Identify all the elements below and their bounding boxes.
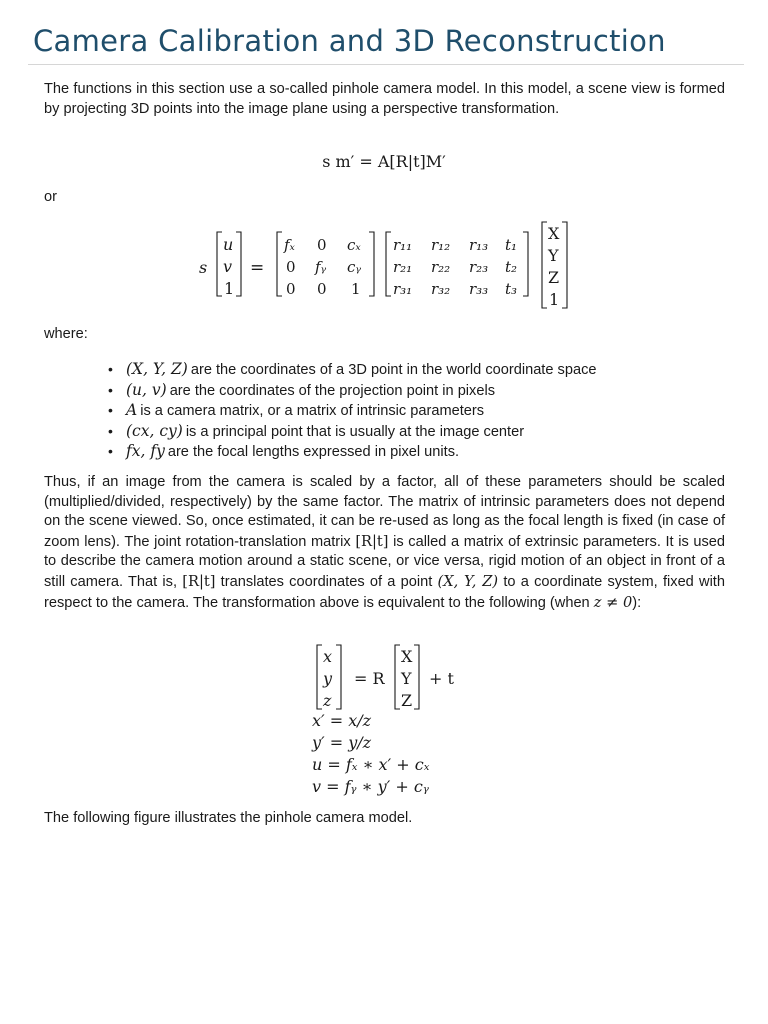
bullet-symbol: A xyxy=(126,401,138,420)
where-label: where: xyxy=(44,326,88,342)
intrinsic-2-0: 0 xyxy=(286,280,296,298)
page-title: Camera Calibration and 3D Reconstruction xyxy=(33,24,666,58)
intrinsic-0-0: fₓ xyxy=(284,236,295,254)
bullet-icon: • xyxy=(108,422,113,439)
parameter-list xyxy=(106,360,596,463)
extrinsic-2-1: r₃₂ xyxy=(431,280,451,298)
extrinsic-0-1: r₁₂ xyxy=(431,236,451,254)
list-item xyxy=(106,442,596,463)
intrinsic-2-1: 0 xyxy=(317,280,327,298)
point-symbol: (X, Y, Z) xyxy=(437,572,499,590)
equals-sign: = xyxy=(250,258,265,278)
extrinsic-1-0: r₂₁ xyxy=(393,258,413,276)
or-label: or xyxy=(44,189,57,205)
extrinsic-2-2: r₃₃ xyxy=(469,280,489,298)
figure-intro: The following figure illustrates the pinhole camera model. xyxy=(44,810,413,826)
lhs-y: y xyxy=(323,669,333,688)
intrinsic-0-2: cₓ xyxy=(347,236,361,254)
extrinsic-1-3: t₂ xyxy=(505,258,518,276)
equation-line: y′ = y/z xyxy=(312,733,372,752)
point-vector-1: 1 xyxy=(549,290,560,309)
paragraph-text: translates coordinates of a point xyxy=(220,573,433,590)
rhs-z: Z xyxy=(401,691,413,710)
list-item xyxy=(106,422,596,443)
lhs-vector-1: 1 xyxy=(224,279,235,298)
bullet-text: are the focal lengths expressed in pixel units. xyxy=(167,444,460,461)
scaling-paragraph xyxy=(44,473,725,613)
projection-equation xyxy=(0,220,768,312)
extrinsic-0-2: r₁₃ xyxy=(469,236,489,254)
intrinsic-1-0: 0 xyxy=(286,258,296,276)
plus-t: + t xyxy=(429,669,454,688)
rhs-y: Y xyxy=(401,669,412,688)
extrinsic-2-0: r₃₁ xyxy=(393,280,413,298)
paragraph-text: is called a matrix of extrinsic parameters. It is used to describe the camera motion around a static scene, or vice versa, rigid motion of an object in front of a still camera. That is, xyxy=(44,533,726,590)
paragraph-text: to a coordinate system, fixed with respect to the camera. The transformation above is equivalent to the following (when xyxy=(44,573,725,611)
bullet-symbol: fx, fy xyxy=(126,442,165,461)
point-vector-z: Z xyxy=(548,268,560,287)
equals-r: = R xyxy=(354,669,385,688)
lhs-z: z xyxy=(323,691,332,710)
condition-symbol: z ≠ 0 xyxy=(593,593,633,611)
intrinsic-0-1: 0 xyxy=(317,236,327,254)
scale-factor: s xyxy=(199,258,208,277)
bullet-symbol: (cx, cy) xyxy=(126,421,183,440)
equation-line: u = fₓ ∗ x′ + cₓ xyxy=(312,755,430,774)
extrinsic-0-3: t₁ xyxy=(505,236,518,254)
transformation-equations xyxy=(0,640,768,800)
equation-line: v = fᵧ ∗ y′ + cᵧ xyxy=(312,777,429,796)
extrinsic-0-0: r₁₁ xyxy=(393,236,413,254)
bullet-symbol: (u, v) xyxy=(126,380,167,399)
bullet-text: are the coordinates of the projection point in pixels xyxy=(169,382,496,399)
bullet-icon: • xyxy=(108,402,113,419)
equation-line: x′ = x/z xyxy=(312,711,372,730)
rhs-x: X xyxy=(401,647,413,666)
bullet-icon: • xyxy=(108,381,113,398)
paragraph-text: ): xyxy=(632,594,642,611)
extrinsic-1-2: r₂₃ xyxy=(469,258,489,276)
title-divider xyxy=(28,64,744,65)
rt-matrix-symbol: [R|t] xyxy=(182,572,216,590)
lhs-vector-v: v xyxy=(223,257,233,276)
extrinsic-2-3: t₃ xyxy=(505,280,518,298)
bullet-icon: • xyxy=(108,361,113,377)
rt-matrix-symbol: [R|t] xyxy=(355,532,389,550)
point-vector-x: X xyxy=(548,224,560,243)
list-item xyxy=(106,401,596,422)
bullet-symbol: (X, Y, Z) xyxy=(126,360,188,378)
lhs-x: x xyxy=(323,647,333,666)
bullet-text: is a camera matrix, or a matrix of intrinsic parameters xyxy=(140,403,485,420)
extrinsic-1-1: r₂₂ xyxy=(431,258,451,276)
point-vector-y: Y xyxy=(548,246,559,265)
bullet-text: is a principal point that is usually at the image center xyxy=(185,423,525,440)
intrinsic-1-2: cᵧ xyxy=(347,258,362,276)
lhs-vector-u: u xyxy=(223,235,234,254)
intro-paragraph: The functions in this section use a so-called pinhole camera model. In this model, a scene view is formed by projecting 3D points into the image plane using a perspective transformation. xyxy=(44,81,725,117)
intrinsic-1-1: fᵧ xyxy=(315,258,327,276)
list-item xyxy=(106,381,596,402)
bullet-text: are the coordinates of a 3D point in the world coordinate space xyxy=(190,362,597,378)
intrinsic-2-2: 1 xyxy=(351,280,361,298)
list-item xyxy=(106,360,596,381)
paragraph-text: Thus, if an image from the camera is scaled by a factor, all of these parameters should be scaled (multiplied/divided, respectively) by the same factor. The matrix of intrinsic parameters does not depend on the scene viewed. So, once estimated, it can be re-used as long as the focal length is fixed (in case of zoom lens). The joint rotation-translation matrix xyxy=(44,474,725,550)
bullet-icon: • xyxy=(108,443,113,460)
compact-projection-equation: s m′ = A[R|t]M′ xyxy=(322,152,446,171)
